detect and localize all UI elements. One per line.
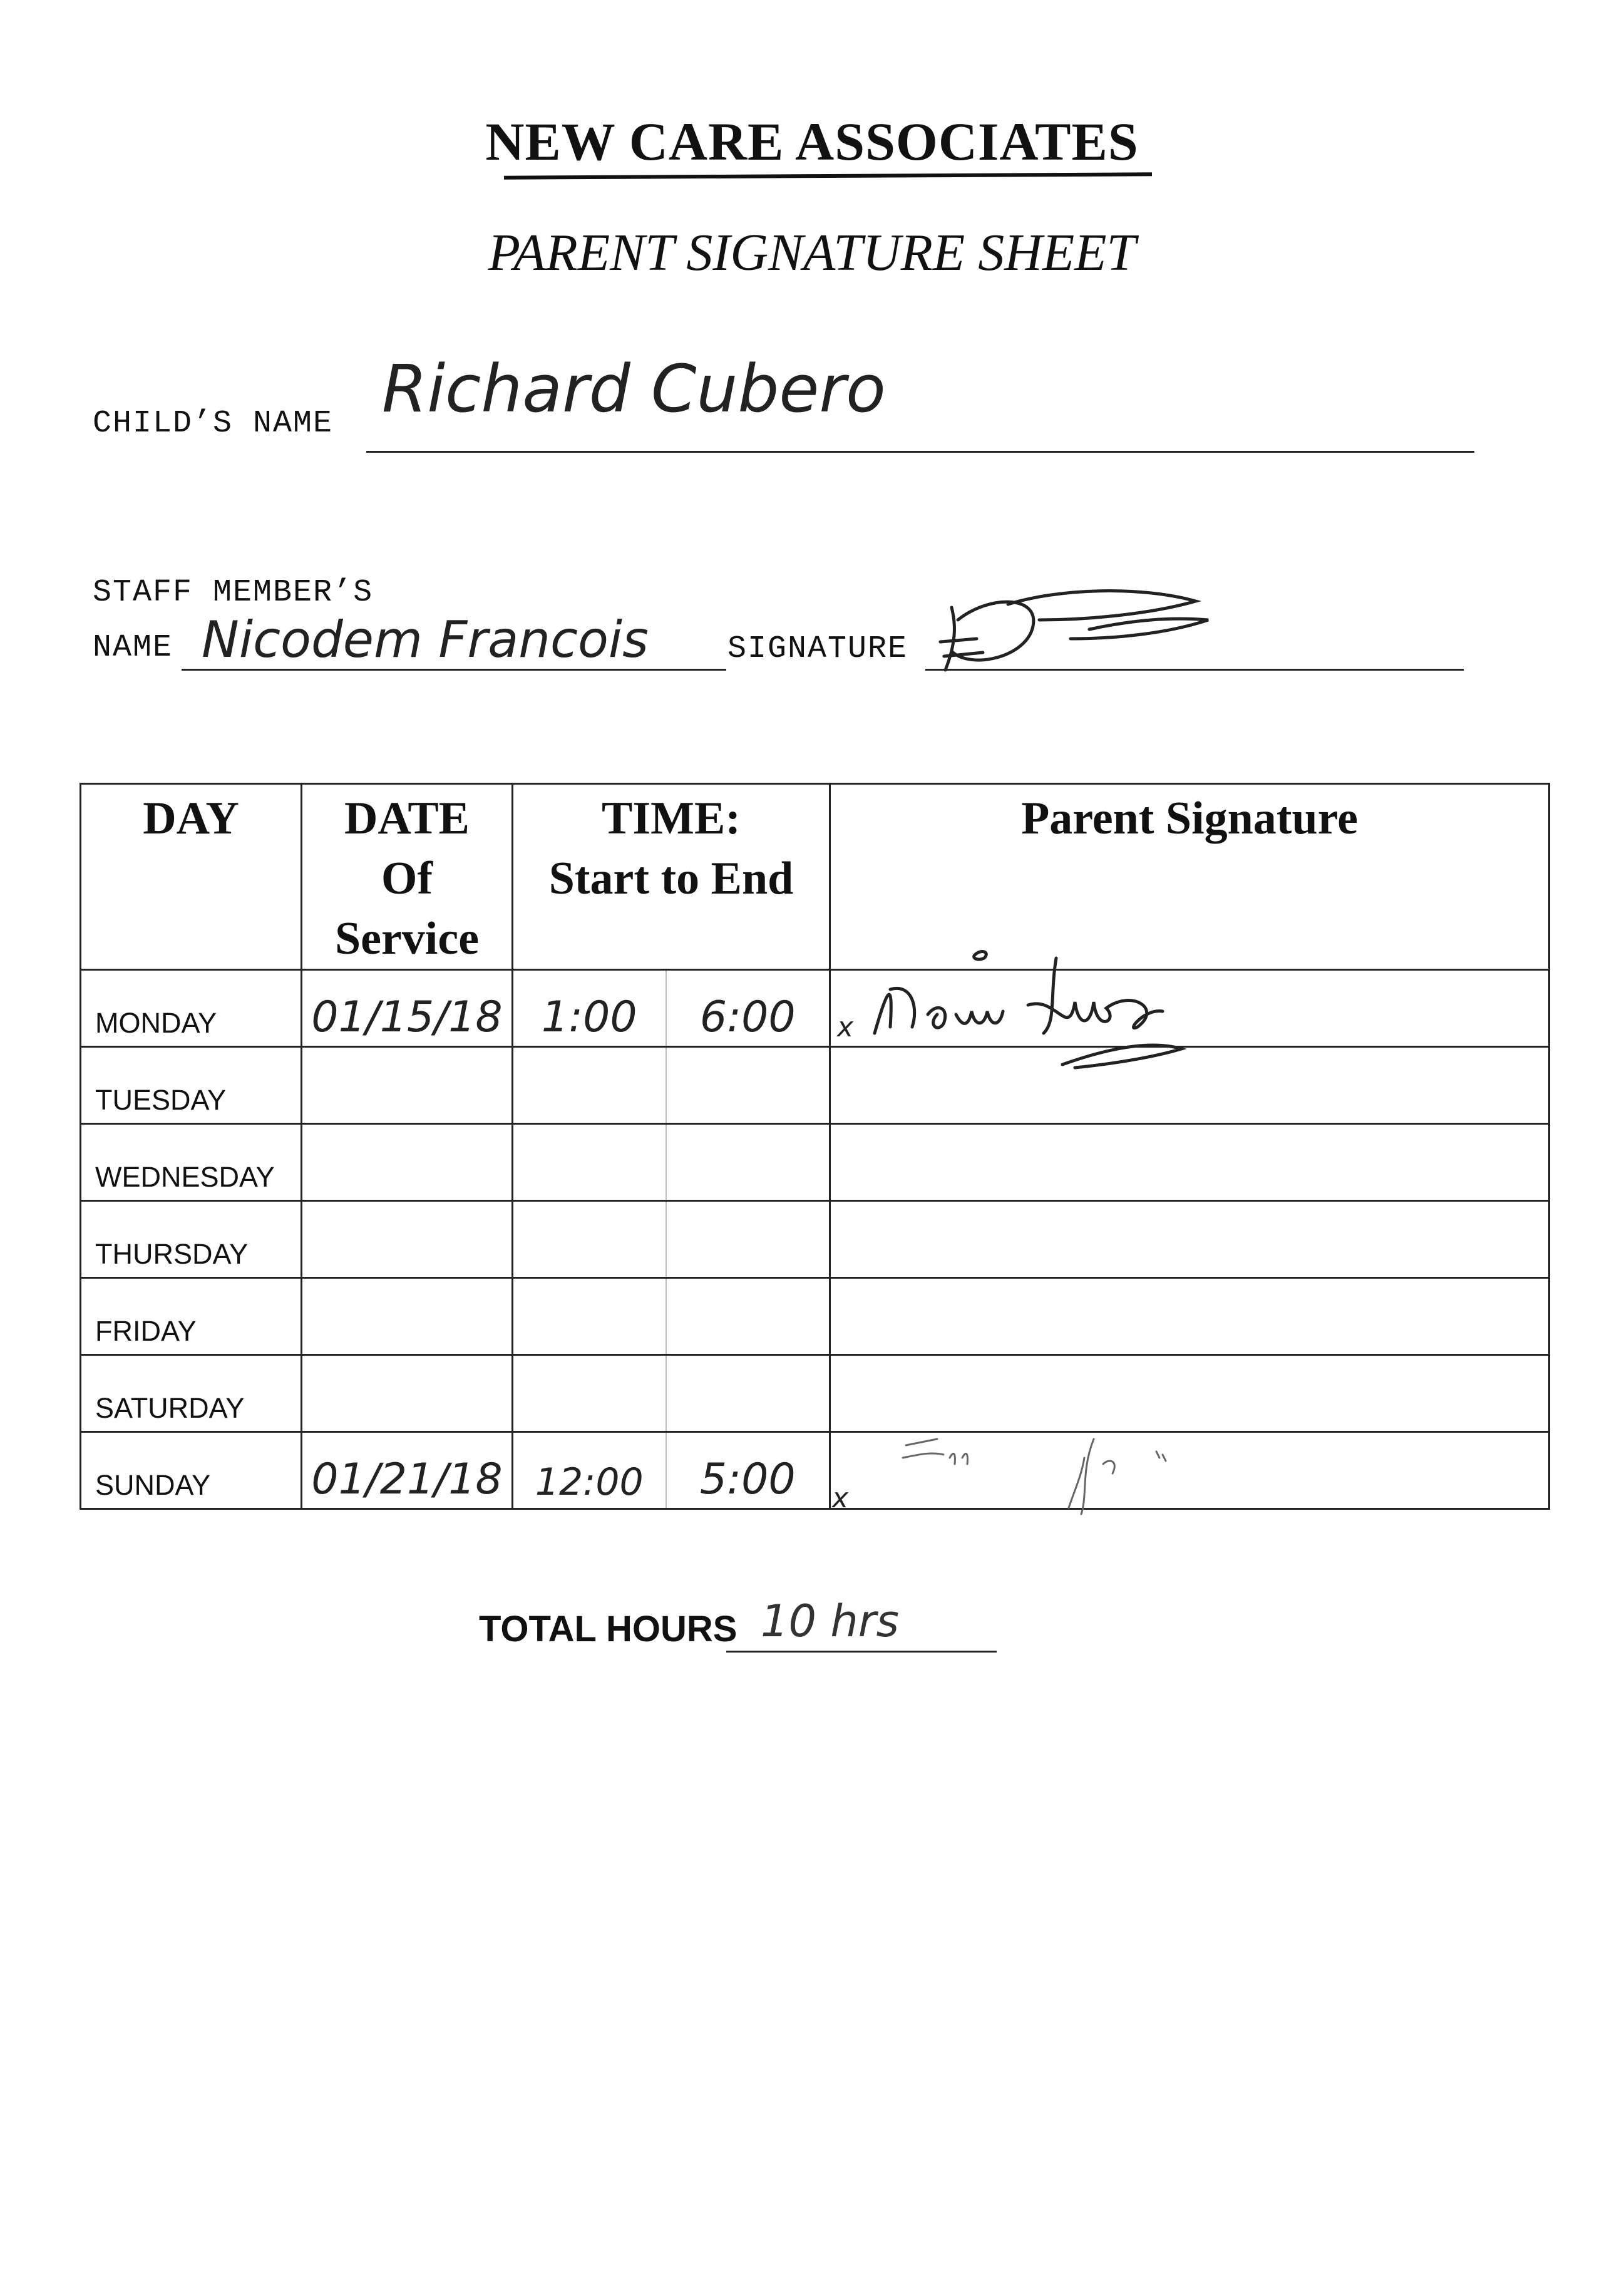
day-cell: SUNDAY [81, 1432, 302, 1509]
end-time-cell[interactable] [666, 1124, 830, 1201]
table-row [81, 1047, 1549, 1124]
title-underline [504, 172, 1152, 179]
start-time-cell[interactable] [513, 1278, 666, 1355]
staff-name-value[interactable]: Nicodem Francois [202, 611, 649, 669]
table-row [81, 1124, 1549, 1201]
table-row [81, 970, 1549, 1047]
day-cell: MONDAY [81, 970, 302, 1047]
staff-signature-line [925, 669, 1464, 671]
staff-signature-label: SIGNATURE [727, 631, 908, 667]
table-row [81, 1278, 1549, 1355]
day-cell: WEDNESDAY [81, 1124, 302, 1201]
date-cell[interactable] [302, 1278, 513, 1355]
header-date: DATE Of Service [302, 784, 513, 970]
header-parent-signature: Parent Signature [830, 784, 1549, 970]
end-time-cell[interactable] [666, 1201, 830, 1278]
total-hours-value[interactable]: 10 hrs [761, 1596, 899, 1647]
table-row [81, 1201, 1549, 1278]
header-day: DAY [81, 784, 302, 970]
parent-signature-cell[interactable] [830, 970, 1549, 1047]
end-time-cell[interactable] [666, 1355, 830, 1432]
header-time: TIME: Start to End [513, 784, 830, 970]
day-cell: SATURDAY [81, 1355, 302, 1432]
staff-name-line [182, 669, 726, 671]
parent-signature-cell[interactable] [830, 1124, 1549, 1201]
child-name-line [366, 451, 1474, 453]
staff-signature-image[interactable] [933, 582, 1221, 689]
total-hours-line [726, 1651, 997, 1653]
table-row [81, 1355, 1549, 1432]
parent-signature-cell[interactable] [830, 1432, 1549, 1514]
end-time-cell[interactable]: 6:00 [666, 970, 830, 1047]
staff-label-line2: NAME [93, 630, 173, 666]
date-cell[interactable] [302, 1047, 513, 1124]
end-time-cell[interactable]: 5:00 [666, 1432, 830, 1509]
date-cell[interactable] [302, 1201, 513, 1278]
start-time-cell[interactable] [513, 1047, 666, 1124]
sign-here-mark: x [832, 1482, 849, 1514]
day-cell: TUESDAY [81, 1047, 302, 1124]
sheet-title: PARENT SIGNATURE SHEET [488, 224, 1136, 282]
parent-signature-cell[interactable] [830, 1047, 1549, 1124]
start-time-cell[interactable] [513, 1201, 666, 1278]
staff-label-line1: STAFF MEMBER’S [93, 575, 374, 611]
service-table [80, 783, 1550, 1514]
start-time-cell[interactable]: 1:00 [513, 970, 666, 1047]
date-cell[interactable] [302, 1355, 513, 1432]
start-time-cell[interactable] [513, 1355, 666, 1432]
end-time-cell[interactable] [666, 1278, 830, 1355]
date-cell[interactable]: 01/21/18 [302, 1432, 513, 1509]
table-header-row [81, 784, 1549, 970]
day-cell: THURSDAY [81, 1201, 302, 1278]
organization-title: NEW CARE ASSOCIATES [485, 111, 1139, 172]
end-time-cell[interactable] [666, 1047, 830, 1124]
date-cell[interactable] [302, 1124, 513, 1201]
parent-signature-cell[interactable] [830, 1201, 1549, 1278]
sign-here-mark: x [837, 1011, 854, 1043]
parent-signature-cell[interactable] [830, 1278, 1549, 1355]
child-name-label: CHILD’S NAME [93, 406, 334, 441]
parent-signature-image-sunday [893, 1420, 1219, 1520]
table-row [81, 1432, 1549, 1509]
child-name-value[interactable]: Richard Cubero [382, 351, 886, 427]
total-hours-label: TOTAL HOURS [479, 1609, 737, 1649]
start-time-cell[interactable] [513, 1124, 666, 1201]
start-time-cell[interactable]: 12:00 [513, 1432, 666, 1509]
day-cell: FRIDAY [81, 1278, 302, 1355]
date-cell[interactable]: 01/15/18 [302, 970, 513, 1047]
